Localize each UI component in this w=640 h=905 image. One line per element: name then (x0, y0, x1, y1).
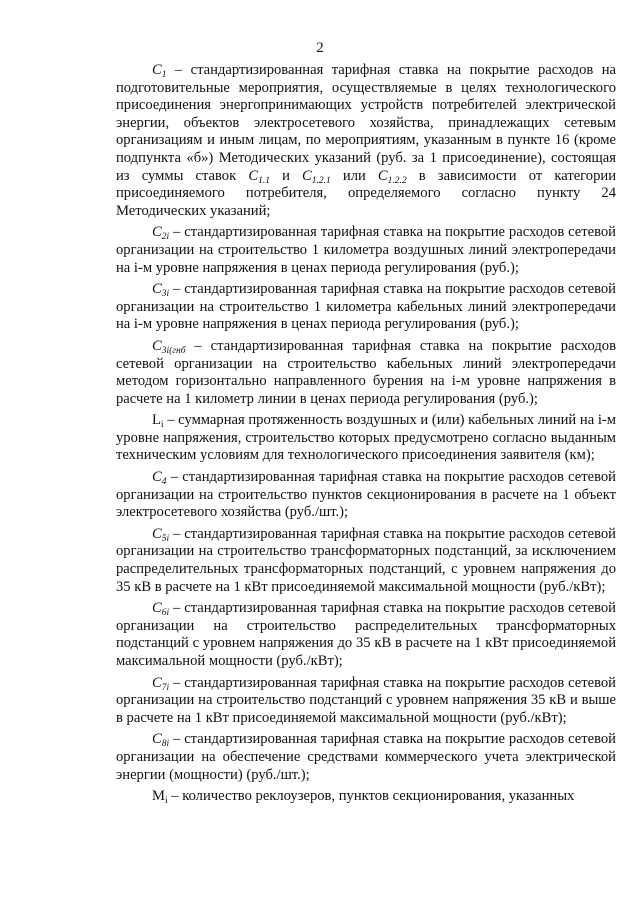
paragraph-text: – стандартизированная тарифная ставка на покрытие расходов сетевой организации на строительство подстанций с уровнем напряжения 35 кВ и выше в расчете на 1 кВт присоединяемой максимальной мощности (руб./кВт); (116, 674, 616, 726)
symbol-subscript: i (160, 420, 164, 431)
paragraph-text: и (269, 167, 303, 184)
symbol-subscript: 3i(гнб (161, 345, 186, 356)
symbol-subscript: 1.2.1 (311, 175, 331, 186)
symbol: C (152, 469, 162, 486)
paragraph-text: или (330, 167, 378, 184)
document-body (116, 62, 616, 810)
paragraph-mi (116, 788, 616, 806)
symbol-subscript: 1.2.2 (387, 175, 407, 186)
symbol: L (152, 412, 161, 429)
paragraph-c6i (116, 600, 616, 670)
paragraph-text: – стандартизированная тарифная ставка на покрытие расходов на подготовительные мероприятия, осуществляемые в целях технологического присоединения энергопринимающих устройств потребителей электрической энергии, объектов электросетевого хозяйства, принадлежащих сетевым организациям и иным лицам, по мероприятиям, указанным в пункте 16 (кроме подпункта «б») Методических указаний (руб. за 1 присоединение), состоящая из суммы ставок (116, 62, 616, 184)
paragraph-text: – суммарная протяженность воздушных и (или) кабельных линий на i-м уровне напряжения, строительство которых предусмотрено согласно выданным техническим условиям для технологического присоединения заявителя (км); (116, 412, 616, 464)
paragraph-text: – количество реклоузеров, пунктов секционирования, указанных (167, 788, 575, 805)
symbol: C (152, 337, 162, 354)
symbol: C (152, 731, 162, 748)
paragraph-c2i (116, 224, 616, 277)
paragraph-li (116, 412, 616, 465)
paragraph-c3i (116, 281, 616, 334)
symbol: M (152, 788, 165, 805)
symbol-subscript: 5i (161, 533, 170, 544)
symbol-subscript: 3i (161, 289, 170, 300)
paragraph-text: – стандартизированная тарифная ставка на покрытие расходов сетевой организации на строительство трансформаторных подстанций, за исключением распределительных трансформаторных подстанций, с уровнем напряжения до 35 кВ в расчете на 1 кВт присоединяемой максимальной мощности (руб./кВт); (116, 525, 616, 595)
symbol-subscript: 7i (161, 682, 170, 693)
paragraph-c5i (116, 526, 616, 596)
symbol-subscript: 2i (161, 232, 170, 243)
symbol: C (152, 525, 162, 542)
symbol-subscript: 8i (161, 739, 170, 750)
symbol: C (152, 62, 162, 78)
paragraph-c1 (116, 62, 616, 220)
symbol: C (152, 674, 162, 691)
symbol-subscript: 1 (161, 70, 167, 80)
paragraph-text: – стандартизированная тарифная ставка на покрытие расходов сетевой организации на строительство пунктов секционирования в расчете на 1 объект электросетевого хозяйства (руб./шт.); (116, 469, 616, 521)
symbol-subscript: 4 (161, 477, 167, 488)
symbol: C (248, 167, 259, 184)
symbol: C (152, 281, 162, 298)
page-number: 2 (316, 40, 324, 56)
symbol: C (152, 224, 162, 241)
paragraph-text: в зависимости от категории присоединяемого потребителя, определяемого согласно пункту 24 Методических указаний; (116, 167, 617, 219)
symbol-subscript: 1.1 (258, 175, 270, 186)
symbol-subscript: i (164, 796, 168, 807)
symbol: C (152, 600, 162, 617)
paragraph-c7i (116, 675, 616, 728)
paragraph-text: – стандартизированная тарифная ставка на покрытие расходов сетевой организации на строительство 1 километра воздушных линий электропередачи на i-м уровне напряжения в ценах периода регулирования (руб.); (116, 224, 616, 276)
symbol-subscript: 6i (161, 608, 170, 619)
symbol: C (377, 167, 388, 184)
paragraph-text: – стандартизированная тарифная ставка на покрытие расходов сетевой организации на строительство 1 километра кабельных линий электропередачи на i-м уровне напряжения в ценах периода регулирования (руб.); (116, 281, 616, 333)
paragraph-text: – стандартизированная тарифная ставка на покрытие расходов сетевой организации на обеспечение средствами коммерческого учета электрической энергии (мощности) (руб./шт.); (116, 731, 616, 783)
paragraph-c3i-gnb (116, 338, 616, 408)
paragraph-text: – стандартизированная тарифная ставка на покрытие расходов сетевой организации на строительство распределительных трансформаторных подстанций с уровнем напряжения до 35 кВ в расчете на 1 кВт присоединяемой максимальной мощности (руб./кВт); (116, 600, 616, 669)
symbol: C (302, 167, 312, 184)
paragraph-text: – стандартизированная тарифная ставка на покрытие расходов сетевой организации на строительство кабельных линий электропередачи методом горизонтально направленного бурения на i-м уровне напряжения в расчете на 1 километр линии в ценах периода регулирования (руб.); (116, 337, 616, 407)
paragraph-c8i (116, 731, 616, 784)
paragraph-c4 (116, 469, 616, 522)
